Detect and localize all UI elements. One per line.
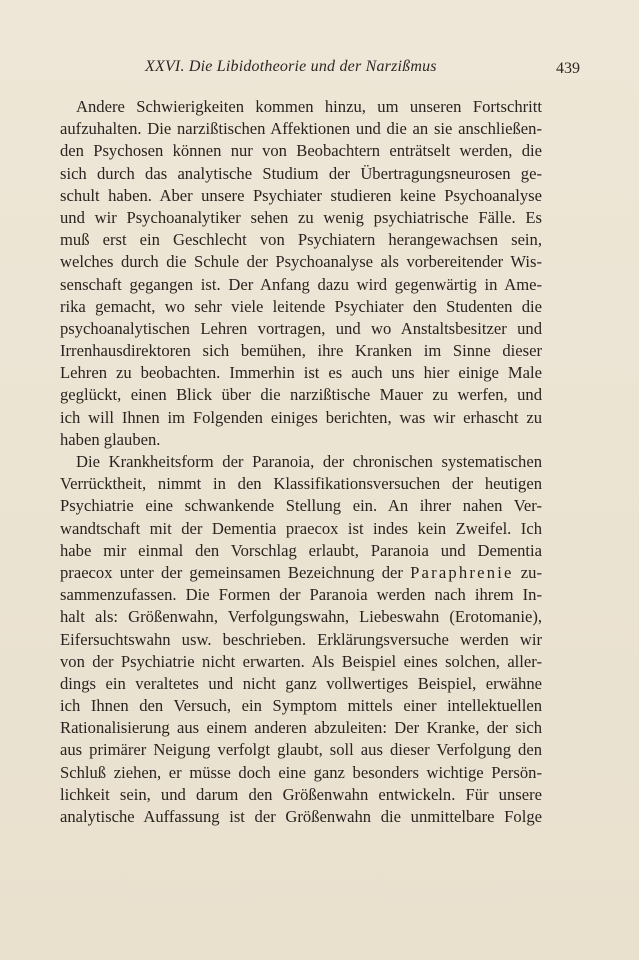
- text-line: dings ein veraltetes und nicht ganz vollwertiges Beispiel, erwähne: [60, 673, 542, 693]
- text-line: sammenzufassen. Die Formen der Paranoia werden nach ihrem In-: [60, 585, 542, 605]
- text-line: von der Psychiatrie nicht erwarten. Als Beispiel eines solchen, aller-: [60, 651, 542, 671]
- text-line: ich will Ihnen im Folgenden einiges berichten, was wir erhascht zu: [60, 407, 542, 427]
- text-line: aufzuhalten. Die narzißtischen Affektionen und die an sie anschließen-: [60, 119, 542, 139]
- text-line: Psychiatrie eine schwankende Stellung ein. An ihrer nahen Ver-: [60, 496, 542, 516]
- page-number: 439: [556, 60, 580, 77]
- text-line: halt als: Größenwahn, Verfolgungswahn, Liebeswahn (Erotomanie),: [60, 607, 542, 627]
- paragraph-1: [60, 96, 542, 451]
- running-head: [60, 58, 580, 82]
- text-line: wandtschaft mit der Dementia praecox ist indes kein Zweifel. Ich: [60, 518, 542, 538]
- text-line: Schluß ziehen, er müsse doch eine ganz besonders wichtige Persön-: [60, 762, 542, 782]
- text-line: muß erst ein Geschlecht von Psychiatern herangewachsen sein,: [60, 230, 542, 250]
- text-segment: praecox unter der gemeinsamen Bezeichnung der: [60, 562, 403, 582]
- text-line: lichkeit sein, und darum den Größenwahn entwickeln. Für unsere: [60, 784, 542, 804]
- text-line: ich Ihnen den Versuch, ein Symptom mittels einer intellektuellen: [60, 696, 542, 716]
- text-line: psychoanalytischen Lehren vortragen, und wo Anstaltsbesitzer und: [60, 318, 542, 338]
- text-line: Eifersuchtswahn usw. beschrieben. Erklärungsversuche werden wir: [60, 629, 542, 649]
- text-line: aus primärer Neigung verfolgt glaubt, soll aus dieser Verfolgung den: [60, 740, 542, 760]
- text-line: welches durch die Schule der Psychoanalyse als vorbereitender Wis-: [60, 252, 542, 272]
- emphasized-term: Paraphrenie: [410, 562, 514, 582]
- text-line: Rationalisierung aus einem anderen abzuleiten: Der Kranke, der sich: [60, 718, 542, 738]
- text-line: sich durch das analytische Studium der Übertragungsneurosen ge-: [60, 163, 542, 183]
- text-line: den Psychosen können nur von Beobachtern enträtselt werden, die: [60, 141, 542, 161]
- text-line: rika gemacht, wo sehr viele leitende Psychiater den Studenten die: [60, 296, 542, 316]
- text-line: Andere Schwierigkeiten kommen hinzu, um unseren Fortschritt: [76, 97, 542, 116]
- text-line-with-emphasis: [60, 562, 542, 584]
- text-line: Lehren zu beobachten. Immerhin ist es auch uns hier einige Male: [60, 363, 542, 383]
- body-text: [60, 96, 542, 828]
- text-line: geglückt, einen Blick über die narzißtische Mauer zu werfen, und: [60, 385, 542, 405]
- text-line: Verrücktheit, nimmt in den Klassifikationsversuchen der heutigen: [60, 474, 542, 494]
- text-line: habe mir einmal den Vorschlag erlaubt, Paranoia und Dementia: [60, 540, 542, 560]
- text-line: schult haben. Aber unsere Psychiater studieren keine Psychoanalyse: [60, 185, 542, 205]
- text-line: und wir Psychoanalytiker sehen zu wenig psychiatrische Fälle. Es: [60, 207, 542, 227]
- text-line: analytische Auffassung ist der Größenwahn die unmittelbare Folge: [60, 807, 542, 826]
- paragraph-2: [60, 451, 542, 828]
- text-line: haben glauben.: [60, 429, 161, 449]
- text-line: Irrenhausdirektoren sich bemühen, ihre Kranken im Sinne dieser: [60, 341, 542, 361]
- text-line: senschaft gegangen ist. Der Anfang dazu wird gegenwärtig in Ame-: [60, 274, 542, 294]
- text-segment: zu-: [520, 562, 542, 582]
- text-line: Die Krankheitsform der Paranoia, der chronischen systematischen: [76, 452, 542, 471]
- chapter-title: XXVI. Die Libidotheorie und der Narzißmus: [145, 58, 437, 75]
